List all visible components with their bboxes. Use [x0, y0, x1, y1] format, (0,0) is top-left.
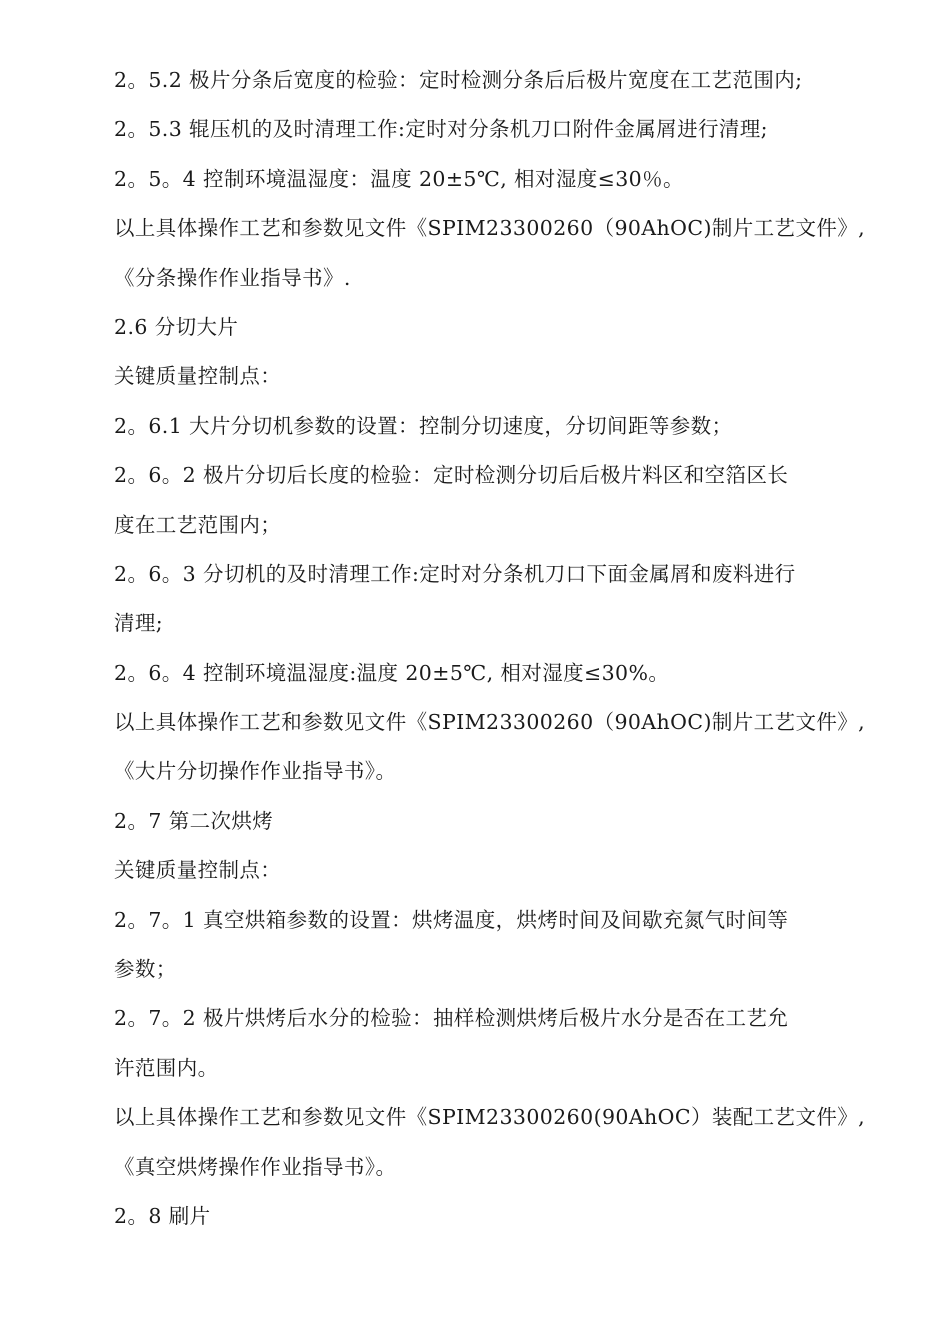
text-line-2-6-2: 2。6。2 极片分切后长度的检验：定时检测分切后后极片料区和空箔区长 — [114, 463, 789, 488]
section-heading-2-8: 2。8 刷片 — [114, 1203, 211, 1228]
text-line-2-6-1: 2。6.1 大片分切机参数的设置：控制分切速度，分切间距等参数； — [114, 413, 733, 438]
text-line-2-5-4: 2。5。4 控制环境温湿度：温度 20±5℃, 相对湿度≤30％。 — [114, 166, 684, 191]
text-line-2-5-2: 2。5.2 极片分条后宽度的检验：定时检测分条后后极片宽度在工艺范围内; — [114, 68, 803, 92]
text-line-2-6-3-cont: 清理; — [114, 611, 164, 636]
document-body — [114, 56, 866, 1241]
text-line-reference-baking: 以上具体操作工艺和参数见文件《SPIM23300260(90AhOC）装配工艺文件》, — [114, 1105, 866, 1130]
text-line-2-6-3: 2。6。3 分切机的及时清理工作:定时对分条机刀口下面金属屑和废料进行 — [114, 561, 796, 586]
subheading-key-quality-points: 关键质量控制点： — [114, 364, 282, 389]
text-line-reference-cutting: 以上具体操作工艺和参数见文件《SPIM23300260（90AhOC)制片工艺文件》, — [114, 710, 866, 735]
text-line-2-7-1-cont: 参数； — [114, 957, 177, 982]
text-line-reference-cutting-guide: 《大片分切操作作业指导书》。 — [114, 759, 397, 784]
text-line-2-7-2-cont: 许范围内。 — [114, 1055, 219, 1080]
text-line-2-6-4: 2。6。4 控制环境温湿度:温度 20±5℃, 相对湿度≤30%。 — [114, 660, 670, 685]
text-line-2-6-2-cont: 度在工艺范围内； — [114, 512, 282, 537]
text-line-2-5-3: 2。5.3 辊压机的及时清理工作:定时对分条机刀口附件金属屑进行清理; — [114, 117, 768, 142]
section-heading-2-7: 2。7 第二次烘烤 — [114, 808, 274, 833]
section-heading-2-6: 2.6 分切大片 — [114, 314, 239, 339]
subheading-key-quality-points: 关键质量控制点： — [114, 858, 282, 883]
text-line-reference-slitting: 以上具体操作工艺和参数见文件《SPIM23300260（90AhOC)制片工艺文件》, — [114, 216, 866, 241]
text-line-reference-baking-guide: 《真空烘烤操作作业指导书》。 — [114, 1154, 397, 1179]
text-line-2-7-2: 2。7。2 极片烘烤后水分的检验：抽样检测烘烤后极片水分是否在工艺允 — [114, 1006, 789, 1031]
text-line-2-7-1: 2。7。1 真空烘箱参数的设置：烘烤温度，烘烤时间及间歇充氮气时间等 — [114, 907, 789, 932]
text-line-reference-slitting-guide: 《分条操作作业指导书》. — [114, 265, 351, 290]
